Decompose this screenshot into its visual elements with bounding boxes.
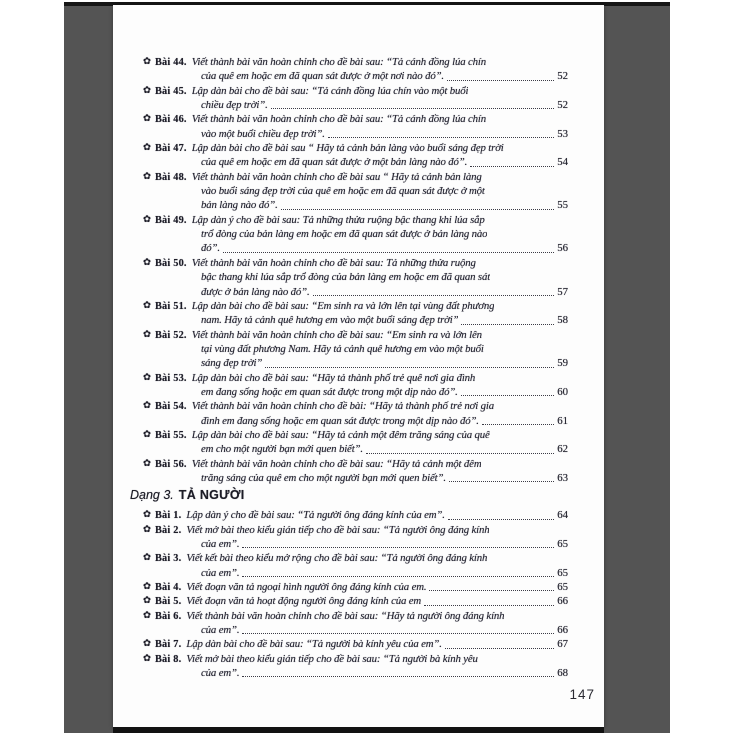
- flower-bullet-icon: ✿: [143, 653, 151, 664]
- section-heading-title: TẢ NGƯỜI: [178, 488, 245, 503]
- entry-page-number: 55: [557, 199, 568, 212]
- toc-entry-line: [143, 594, 568, 608]
- toc-entry: [143, 508, 568, 522]
- flower-bullet-icon: ✿: [143, 85, 151, 96]
- entry-page-number: 68: [557, 667, 568, 680]
- toc-entry: [143, 299, 568, 328]
- dot-leader: [449, 481, 554, 482]
- entry-page-number: 53: [557, 127, 568, 140]
- toc-entry-line: [143, 313, 568, 327]
- dot-leader: [281, 209, 555, 210]
- entry-text: Viết đoạn văn tả hoạt động người ông đáng kính của em: [186, 595, 422, 608]
- entry-page-number: 57: [557, 285, 568, 298]
- entry-text: vào một buổi chiều đẹp trời”.: [201, 127, 325, 140]
- entry-text: đó”.: [201, 242, 220, 255]
- entry-text: của em”.: [201, 667, 240, 680]
- toc-entry-line: [143, 457, 568, 471]
- dot-leader: [265, 367, 554, 368]
- toc-entry-line: [143, 609, 568, 623]
- entry-label: Bài 2.: [154, 524, 182, 536]
- entry-page-number: 52: [557, 70, 568, 83]
- entry-text: của em”.: [201, 538, 240, 550]
- entry-label: Bài 44.: [154, 57, 187, 68]
- toc-entry: [143, 652, 568, 681]
- entry-page-number: 63: [557, 471, 568, 484]
- flower-bullet-icon: ✿: [143, 596, 151, 607]
- entry-text: nam. Hãy tả cảnh quê hương em vào một buổi sáng đẹp trời”: [201, 314, 459, 327]
- entry-label: Bài 54.: [154, 401, 187, 413]
- entry-page-number: 62: [557, 443, 568, 456]
- toc-entry-line: [143, 508, 568, 522]
- flower-bullet-icon: ✿: [143, 510, 151, 521]
- photo-backdrop: [64, 2, 670, 733]
- entry-text: bậc thang khi lúa sắp trổ đòng của bản làng em hoặc em đã quan sát: [201, 271, 491, 284]
- entry-text: Lập dàn bài cho đề bài sau: “Tả cánh đồng lúa chín vào một buổi: [191, 84, 469, 97]
- toc-entry: [143, 213, 568, 256]
- toc-entry: [143, 141, 568, 170]
- toc-entry-line: [143, 580, 568, 594]
- flower-bullet-icon: ✿: [143, 329, 151, 340]
- dot-leader: [366, 453, 554, 454]
- dot-leader: [242, 547, 554, 548]
- entry-label: Bài 5.: [154, 596, 182, 608]
- flower-bullet-icon: ✿: [143, 401, 151, 412]
- toc-entry: [143, 594, 568, 608]
- toc-entry-line: [143, 652, 568, 666]
- flower-bullet-icon: ✿: [143, 257, 151, 268]
- toc-entry-line: [143, 399, 568, 413]
- entry-text: Lập dàn ý cho đề bài sau: “Tả người ông đáng kính của em”.: [186, 509, 445, 522]
- toc-entry-line: [143, 414, 568, 428]
- flower-bullet-icon: ✿: [143, 214, 151, 225]
- toc-entry-line: [143, 213, 568, 227]
- entry-text: sáng đẹp trời”: [201, 357, 263, 370]
- entry-page-number: 66: [557, 624, 568, 637]
- entry-label: Bài 47.: [154, 143, 187, 155]
- entry-label: Bài 8.: [154, 653, 182, 665]
- toc-entry-line: [143, 69, 568, 83]
- flower-bullet-icon: ✿: [143, 300, 151, 311]
- entry-label: Bài 1.: [154, 510, 182, 522]
- entry-label: Bài 51.: [154, 300, 187, 312]
- dot-leader: [461, 395, 554, 396]
- flower-bullet-icon: ✿: [143, 582, 151, 593]
- toc-entry: [143, 457, 568, 486]
- entry-text: Viết thành bài văn hoàn chỉnh cho đề bài sau: “Tả cánh đồng lúa chín: [191, 56, 486, 68]
- toc-entry-line: [143, 537, 568, 551]
- toc-entry: [143, 523, 568, 552]
- entry-text: của quê em hoặc em đã quan sát được ở một bản làng nào đó”.: [201, 156, 468, 169]
- page-number: 147: [569, 687, 595, 702]
- entry-text: Viết thành bài văn hoàn chỉnh cho đề bài: “Hãy tả thành phố trẻ nơi gia: [191, 400, 494, 413]
- dot-leader: [424, 605, 554, 606]
- toc-entry-line: [143, 270, 568, 284]
- toc-entry-line: [143, 342, 568, 356]
- toc-entry: [143, 170, 568, 213]
- toc-entry: [143, 112, 568, 141]
- toc-entry: [143, 609, 568, 638]
- toc-entry-line: [143, 256, 568, 270]
- dot-leader: [223, 252, 554, 253]
- toc-entry-line: [143, 155, 568, 169]
- entry-text: vào buổi sáng đẹp trời của quê em hoặc em đã quan sát được ở một: [201, 185, 485, 198]
- flower-bullet-icon: ✿: [143, 57, 151, 67]
- dot-leader: [448, 519, 554, 520]
- dot-leader: [470, 166, 554, 167]
- flower-bullet-icon: ✿: [143, 143, 151, 154]
- entry-text: Viết thành bài văn hoàn chỉnh cho đề bài sau: Tả những thửa ruộng: [191, 256, 476, 269]
- flower-bullet-icon: ✿: [143, 553, 151, 564]
- toc-entry-line: [143, 666, 568, 680]
- entry-page-number: 61: [557, 414, 568, 427]
- entry-label: Bài 53.: [154, 372, 187, 384]
- toc-entry-line: [143, 141, 568, 155]
- entry-label: Bài 7.: [154, 639, 182, 651]
- toc-entry-line: [143, 442, 568, 456]
- entry-text: em đang sống hoặc em quan sát được trong một dịp nào đó”.: [201, 385, 458, 398]
- entry-label: Bài 55.: [154, 429, 187, 441]
- entry-page-number: 65: [557, 566, 568, 579]
- toc-entry-line: [143, 55, 568, 69]
- entry-text: Lập dàn bài cho đề bài sau: “Hãy tả cảnh một đêm trăng sáng của quê: [191, 428, 490, 441]
- entry-page-number: 64: [557, 509, 568, 522]
- toc-entry-line: [143, 623, 568, 637]
- toc-entry-line: [143, 328, 568, 342]
- entry-text: Viết mở bài theo kiểu gián tiếp cho đề bài sau: “Tả người ông đáng kính: [186, 523, 490, 536]
- entry-text: Viết đoạn văn tả ngoại hình người ông đáng kính của em.: [186, 581, 427, 594]
- toc-entry: [143, 84, 568, 113]
- entry-text: Viết mở bài theo kiểu gián tiếp cho đề bài sau: “Tả người bà kính yêu: [186, 652, 478, 665]
- dot-leader: [447, 80, 554, 81]
- toc-entry: [143, 256, 568, 299]
- entry-label: Bài 4.: [154, 582, 182, 594]
- entry-text: Viết thành bài văn hoàn chỉnh cho đề bài sau: “Hãy tả cảnh một đêm: [191, 457, 482, 470]
- dot-leader: [429, 590, 554, 591]
- flower-bullet-icon: ✿: [143, 372, 151, 383]
- entry-label: Bài 48.: [154, 171, 187, 183]
- entry-label: Bài 56.: [154, 458, 187, 470]
- entry-text: tại vùng đất phương Nam. Hãy tả cảnh quê hương em vào một buổi: [201, 342, 484, 355]
- toc-entry: [143, 428, 568, 457]
- toc-entry-line: [143, 371, 568, 385]
- toc-entry-line: [143, 198, 568, 212]
- toc-entry-line: [143, 241, 568, 255]
- entry-text: được ở bản làng nào đó”.: [201, 285, 310, 298]
- toc-entry-line: [143, 523, 568, 537]
- toc-entry-line: [143, 84, 568, 98]
- toc-entry-line: [143, 127, 568, 141]
- dot-leader: [445, 648, 554, 649]
- entry-text: Lập dàn bài cho đề bài sau “ Hãy tả cảnh bản làng vào buổi sáng đẹp trời: [191, 142, 504, 155]
- toc-entry: [143, 55, 568, 84]
- toc-entry: [143, 371, 568, 400]
- entry-label: Bài 45.: [154, 85, 187, 97]
- entry-text: đình em đang sống hoặc em quan sát được trong một dịp nào đó”.: [201, 414, 479, 427]
- toc-entry-line: [143, 385, 568, 399]
- toc-entry-line: [143, 98, 568, 112]
- book-cover-edge-bottom: [113, 727, 604, 733]
- entry-label: Bài 49.: [154, 214, 187, 226]
- flower-bullet-icon: ✿: [143, 610, 151, 621]
- section-heading-prefix: Dạng 3.: [130, 488, 174, 503]
- section-heading: [130, 485, 568, 508]
- toc-entry-line: [143, 227, 568, 241]
- entry-page-number: 65: [557, 581, 568, 594]
- dot-leader: [271, 108, 555, 109]
- entry-label: Bài 6.: [154, 610, 182, 622]
- dot-leader: [242, 576, 554, 577]
- toc-entry-line: [143, 299, 568, 313]
- toc-entry-line: [143, 170, 568, 184]
- dot-leader: [242, 676, 554, 677]
- entry-text: Viết thành bài văn hoàn chỉnh cho đề bài sau: “Em sinh ra và lớn lên: [191, 328, 482, 341]
- entry-page-number: 60: [557, 385, 568, 398]
- dot-leader: [328, 137, 554, 138]
- flower-bullet-icon: ✿: [143, 639, 151, 650]
- entry-page-number: 65: [557, 538, 568, 550]
- dot-leader: [242, 633, 554, 634]
- dot-leader: [482, 424, 554, 425]
- entry-page-number: 56: [557, 242, 568, 255]
- entry-label: Bài 50.: [154, 257, 187, 269]
- entry-page-number: 67: [557, 638, 568, 651]
- entry-text: trăng sáng của quê em cho một người bạn mới quen biết”.: [201, 471, 446, 484]
- entry-text: Lập dàn bài cho đề bài sau: “Hãy tả thành phố trẻ quê nơi gia đình: [191, 371, 476, 384]
- toc-entry-line: [143, 551, 568, 565]
- flower-bullet-icon: ✿: [143, 524, 151, 535]
- table-of-contents: [130, 55, 568, 680]
- flower-bullet-icon: ✿: [143, 458, 151, 469]
- toc-entry-line: [143, 285, 568, 299]
- entry-page-number: 58: [557, 314, 568, 327]
- toc-entry: [143, 399, 568, 428]
- entry-text: Lập dàn bài cho đề bài sau: “Tả người bà kính yêu của em”.: [186, 638, 442, 651]
- entry-text: của em”.: [201, 566, 240, 579]
- entry-text: em cho một người bạn mới quen biết”.: [201, 443, 363, 456]
- entry-text: chiều đẹp trời”.: [201, 99, 268, 112]
- entry-text: Viết thành bài văn hoàn chỉnh cho đề bài sau: “Hãy tả người ông đáng kính: [186, 609, 505, 622]
- entry-text: trổ đòng của bản làng em hoặc em đã quan sát được ở bản làng nào: [201, 228, 488, 241]
- entry-label: Bài 52.: [154, 329, 187, 341]
- entry-text: Lập dàn ý cho đề bài sau: Tả những thửa ruộng bậc thang khi lúa sắp: [191, 213, 485, 226]
- entry-page-number: 66: [557, 595, 568, 608]
- entry-page-number: 54: [557, 156, 568, 169]
- entry-text: của em”.: [201, 624, 240, 637]
- entry-text: bản làng nào đó”.: [201, 199, 278, 212]
- book-page: [113, 5, 604, 727]
- flower-bullet-icon: ✿: [143, 114, 151, 125]
- toc-entry-line: [143, 184, 568, 198]
- toc-entry-line: [143, 428, 568, 442]
- entry-label: Bài 46.: [154, 114, 187, 126]
- toc-entry: [143, 551, 568, 580]
- entry-text: Lập dàn bài cho đề bài sau: “Em sinh ra và lớn lên tại vùng đất phương: [191, 299, 495, 312]
- entry-page-number: 52: [557, 99, 568, 112]
- toc-entry-line: [143, 112, 568, 126]
- entry-page-number: 59: [557, 357, 568, 370]
- toc-entry-line: [143, 471, 568, 485]
- toc-entry-line: [143, 356, 568, 370]
- entry-text: Viết thành bài văn hoàn chỉnh cho đề bài sau: “Tả cánh đồng lúa chín: [191, 113, 486, 126]
- entry-label: Bài 3.: [154, 553, 182, 565]
- entry-text: Viết thành bài văn hoàn chỉnh cho đề bài sau “ Hãy tả cảnh bản làng: [191, 170, 482, 183]
- entry-text: Viết kết bài theo kiểu mở rộng cho đề bài sau: “Tả người ông đáng kính: [186, 552, 488, 565]
- entry-text: của quê em hoặc em đã quan sát được ở một nơi nào đó”.: [201, 70, 444, 83]
- dot-leader: [313, 295, 555, 296]
- toc-entry: [143, 328, 568, 371]
- toc-entry-line: [143, 566, 568, 580]
- dot-leader: [461, 324, 554, 325]
- flower-bullet-icon: ✿: [143, 171, 151, 182]
- toc-entry-line: [143, 637, 568, 651]
- toc-entry: [143, 580, 568, 594]
- toc-entry: [143, 637, 568, 651]
- flower-bullet-icon: ✿: [143, 429, 151, 440]
